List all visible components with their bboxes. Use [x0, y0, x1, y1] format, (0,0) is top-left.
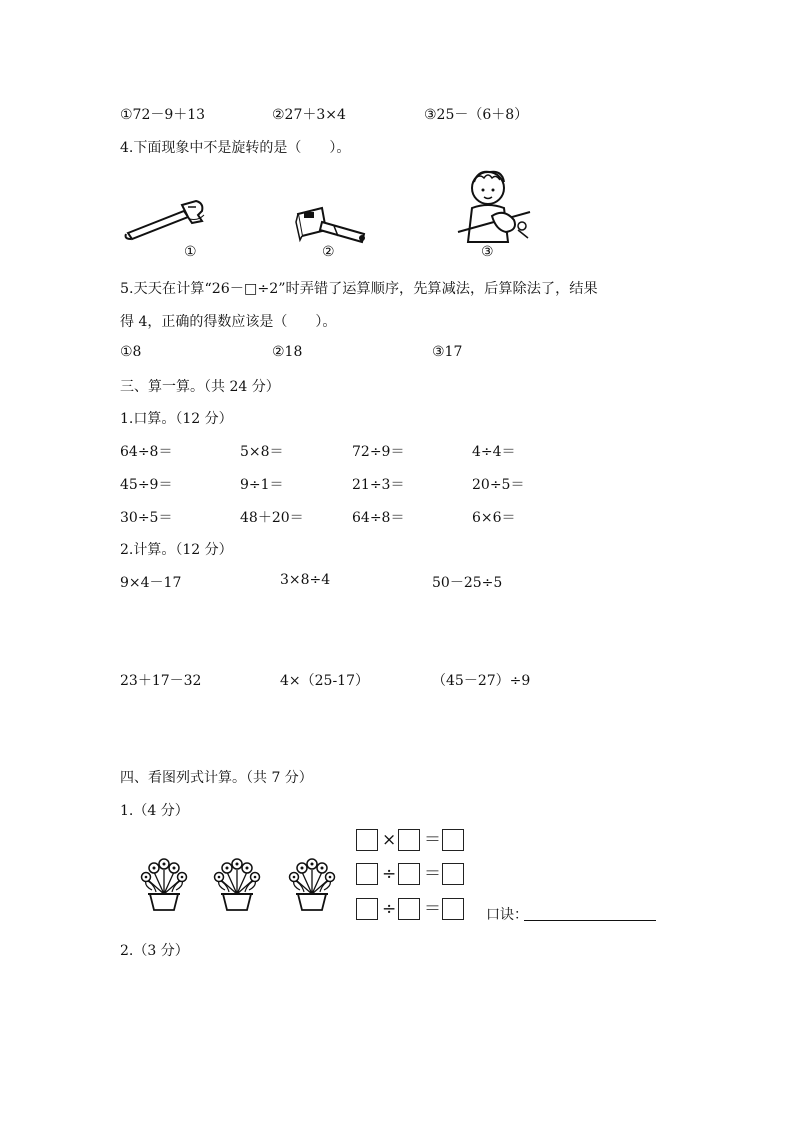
- q4-label-3: ③: [481, 244, 494, 260]
- oral-problem: 64÷8＝: [352, 510, 405, 526]
- section-3-title: 三、算一算。（共 24 分）: [120, 379, 280, 395]
- answer-box[interactable]: [356, 829, 378, 851]
- section-4-sub2-title: 2.（3 分）: [120, 943, 189, 959]
- q3-option-1: ①72－9＋13: [120, 107, 206, 123]
- oral-problem: 48＋20＝: [240, 510, 304, 526]
- calc-problem: 9×4－17: [120, 575, 182, 591]
- q5-option-2: ②18: [272, 344, 303, 360]
- oral-calc-title: 1.口算。（12 分）: [120, 411, 233, 427]
- oral-problem: 9÷1＝: [240, 477, 284, 493]
- answer-box[interactable]: [442, 829, 464, 851]
- answer-box[interactable]: [356, 863, 378, 885]
- answer-box[interactable]: [442, 863, 464, 885]
- oral-problem: 30÷5＝: [120, 510, 173, 526]
- oral-problem: 6×6＝: [472, 510, 516, 526]
- q5-question-line-1: 5.天天在计算“26－□÷2”时弄错了运算顺序，先算减法，后算除法了，结果: [120, 281, 598, 297]
- q5-question-line-2: 得 4，正确的得数应该是（ ）。: [120, 314, 337, 330]
- calc-problem: 23＋17－32: [120, 673, 202, 689]
- oral-problem: 4÷4＝: [472, 444, 516, 460]
- written-calc-title: 2.计算。（12 分）: [120, 542, 233, 558]
- operator-symbol: ＝: [424, 830, 441, 850]
- oral-problem: 64÷8＝: [120, 444, 173, 460]
- section-4-title: 四、看图列式计算。（共 7 分）: [120, 770, 313, 786]
- q4-label-1: ①: [184, 244, 197, 260]
- flower-pot-icon: [142, 859, 187, 910]
- oral-problem: 21÷3＝: [352, 477, 405, 493]
- pencil-sharpener-image: [292, 200, 372, 250]
- q4-label-2: ②: [322, 244, 335, 260]
- answer-box[interactable]: [442, 898, 464, 920]
- answer-box[interactable]: [398, 898, 420, 920]
- q4-question: 4.下面现象中不是旋转的是（ ）。: [120, 140, 351, 156]
- operator-symbol: ×: [382, 830, 397, 850]
- violin-player-image: [448, 168, 538, 248]
- wrench-image: [122, 193, 212, 243]
- q3-option-3: ③25－（6＋8）: [424, 107, 529, 123]
- calc-problem: 3×8÷4: [280, 572, 331, 588]
- operator-symbol: ÷: [382, 899, 397, 919]
- answer-box[interactable]: [398, 863, 420, 885]
- oral-problem: 5×8＝: [240, 444, 284, 460]
- answer-box[interactable]: [398, 829, 420, 851]
- calc-problem: 4×（25-17）: [280, 673, 369, 689]
- oral-problem: 20÷5＝: [472, 477, 525, 493]
- operator-symbol: ＝: [424, 899, 441, 919]
- koujue-label: 口诀：: [486, 907, 528, 923]
- flower-pots-image: [134, 850, 354, 914]
- koujue-answer-line[interactable]: [524, 920, 656, 921]
- q5-option-3: ③17: [432, 344, 463, 360]
- calc-problem: （45－27）÷9: [432, 673, 531, 689]
- calc-problem: 50－25÷5: [432, 575, 503, 591]
- q5-option-1: ①8: [120, 344, 142, 360]
- section-4-sub1-title: 1.（4 分）: [120, 803, 189, 819]
- oral-problem: 45÷9＝: [120, 477, 173, 493]
- operator-symbol: ÷: [382, 864, 397, 884]
- operator-symbol: ＝: [424, 864, 441, 884]
- answer-box[interactable]: [356, 898, 378, 920]
- q3-option-2: ②27＋3×4: [272, 107, 346, 123]
- oral-problem: 72÷9＝: [352, 444, 405, 460]
